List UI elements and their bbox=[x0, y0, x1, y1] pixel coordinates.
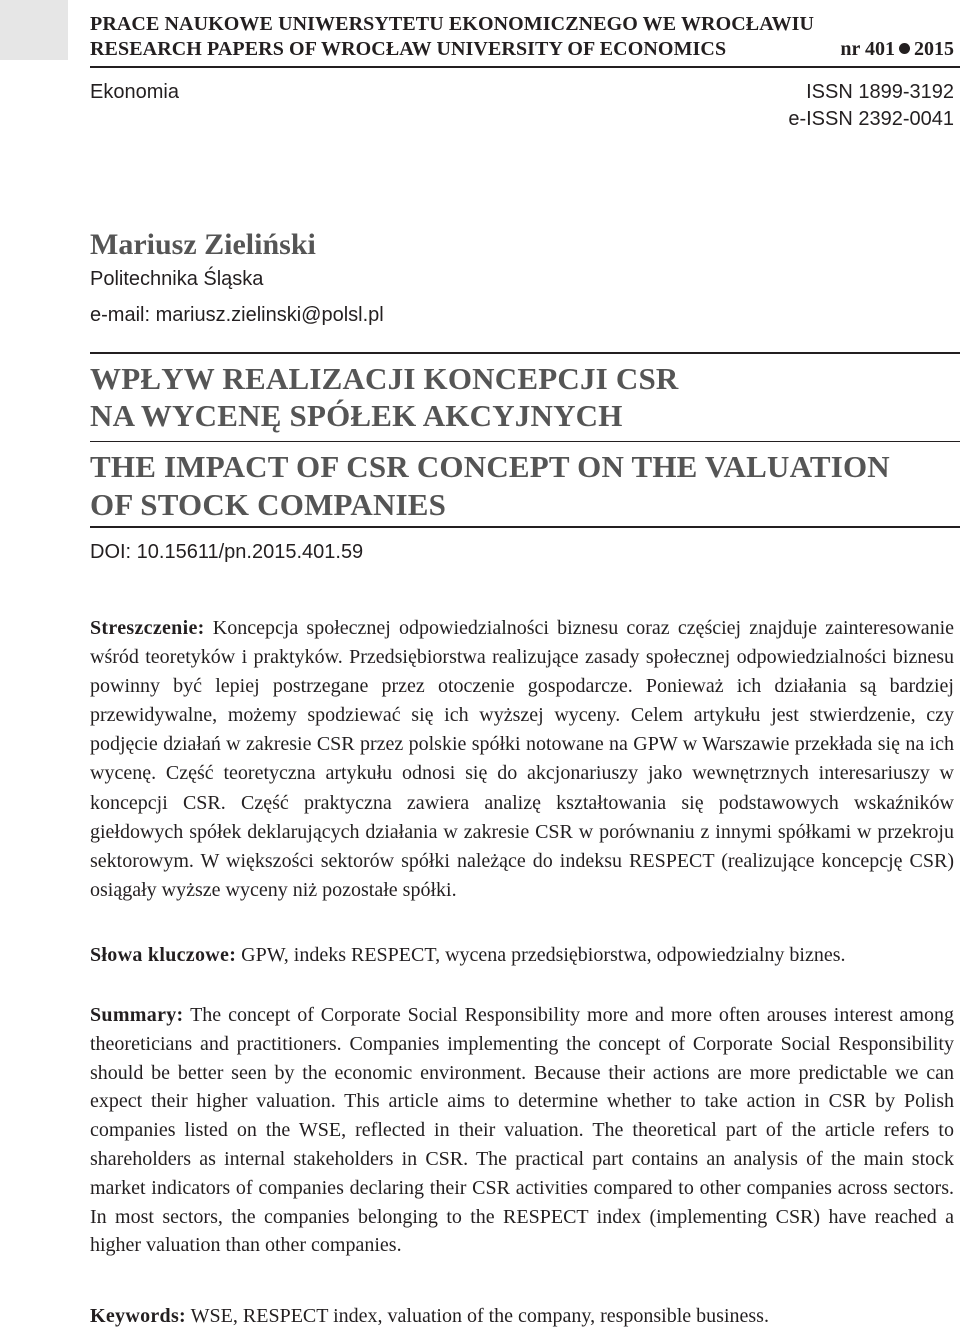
abstract-pl-text: Koncepcja społecznej odpowiedzialności biznesu coraz częściej znajduje zainteresowanie wśród teoretyków i praktyków. Przedsiębiorstwa realizujące zasady społecznej odpowiedzialności biznesu powinny być lepiej postrzegane przez otoczenie gospodarcze. Ponieważ ich działania są bardziej przewidywalne, możemy spodziewać się ich wyższej wyceny. Celem artykułu jest stwierdzenie, czy podjęcie działań w zakresie CSR przez polskie spółki notowane na GPW w Warszawie przekłada się na ich wycenę. Część teoretyczna artykułu odnosi się do akcjonariuszy jako wewnętrznych interesariuszy w koncepcji CSR. Część praktyczna zawiera analizę kształtowania się podstawowych wskaźników giełdowych spółek deklarujących działania w zakresie CSR w porównaniu z innymi spółkami w przekroju sektorowym. W większości sektorów spółki należące do indeksu RESPECT (realizujące koncepcję CSR) osiągały wyższe wyceny niż pozostałe spółki. bbox=[90, 617, 955, 901]
corner-decoration bbox=[0, 0, 68, 60]
doi: DOI: 10.15611/pn.2015.401.59 bbox=[90, 541, 364, 563]
bullet-icon bbox=[899, 43, 910, 54]
title-middle-rule bbox=[90, 441, 960, 442]
keywords-pl bbox=[90, 941, 954, 970]
keywords-pl-label: Słowa kluczowe: bbox=[90, 944, 237, 966]
issue-info bbox=[840, 38, 954, 61]
issue-number: nr 401 bbox=[840, 38, 895, 60]
abstract-en-label: Summary: bbox=[90, 1004, 184, 1026]
title-top-rule bbox=[90, 352, 960, 354]
issn: ISSN 1899-3192 bbox=[806, 81, 954, 103]
title-pl-line1: WPŁYW REALIZACJI KONCEPCJI CSR bbox=[90, 361, 679, 396]
title-pl-line2: NA WYCENĘ SPÓŁEK AKCYJNYCH bbox=[90, 398, 623, 433]
abstract-en-text: The concept of Corporate Social Responsibility more and more often arouses interest among theoreticians and practitioners. Companies implementing the concept of Corporate Social Responsibility should be better seen by the economic environment. Because their actions are more predictable we can expect their higher valuation. This article aims to determine whether to take action in CSR by Polish companies listed on the WSE, reflected in their valuation. The theoretical part of the article refers to shareholders as internal stakeholders in CSR. The practical part contains an analysis of the main stock market indicators of companies declaring their CSR activities compared to other companies across sectors. In most sectors, the companies belonging to the RESPECT index (implementing CSR) have reached a higher valuation than other companies. bbox=[90, 1004, 954, 1257]
series-title-pl: PRACE NAUKOWE UNIWERSYTETU EKONOMICZNEGO WE WROCŁAWIU bbox=[90, 13, 815, 35]
abstract-pl bbox=[90, 614, 954, 905]
keywords-en bbox=[90, 1302, 954, 1331]
title-bottom-rule bbox=[90, 526, 960, 528]
author-affiliation: Politechnika Śląska bbox=[90, 268, 264, 290]
author-email: e-mail: mariusz.zielinski@polsl.pl bbox=[90, 304, 384, 326]
header-rule bbox=[90, 66, 960, 68]
series-title-en: RESEARCH PAPERS OF WROCŁAW UNIVERSITY OF ECONOMICS bbox=[90, 38, 727, 60]
keywords-en-text: WSE, RESPECT index, valuation of the company, responsible business. bbox=[190, 1305, 769, 1327]
title-en-line2: OF STOCK COMPANIES bbox=[90, 487, 447, 522]
abstract-en bbox=[90, 1001, 954, 1260]
author-name: Mariusz Zieliński bbox=[90, 228, 316, 261]
issue-year: 2015 bbox=[914, 38, 954, 60]
eissn: e-ISSN 2392-0041 bbox=[788, 108, 954, 130]
keywords-en-label: Keywords: bbox=[90, 1305, 187, 1327]
journal-name: Ekonomia bbox=[90, 81, 179, 103]
title-en-line1: THE IMPACT OF CSR CONCEPT ON THE VALUATION bbox=[90, 449, 890, 484]
keywords-pl-text: GPW, indeks RESPECT, wycena przedsiębiorstwa, odpowiedzialny biznes. bbox=[241, 944, 846, 966]
abstract-pl-label: Streszczenie: bbox=[90, 617, 205, 639]
